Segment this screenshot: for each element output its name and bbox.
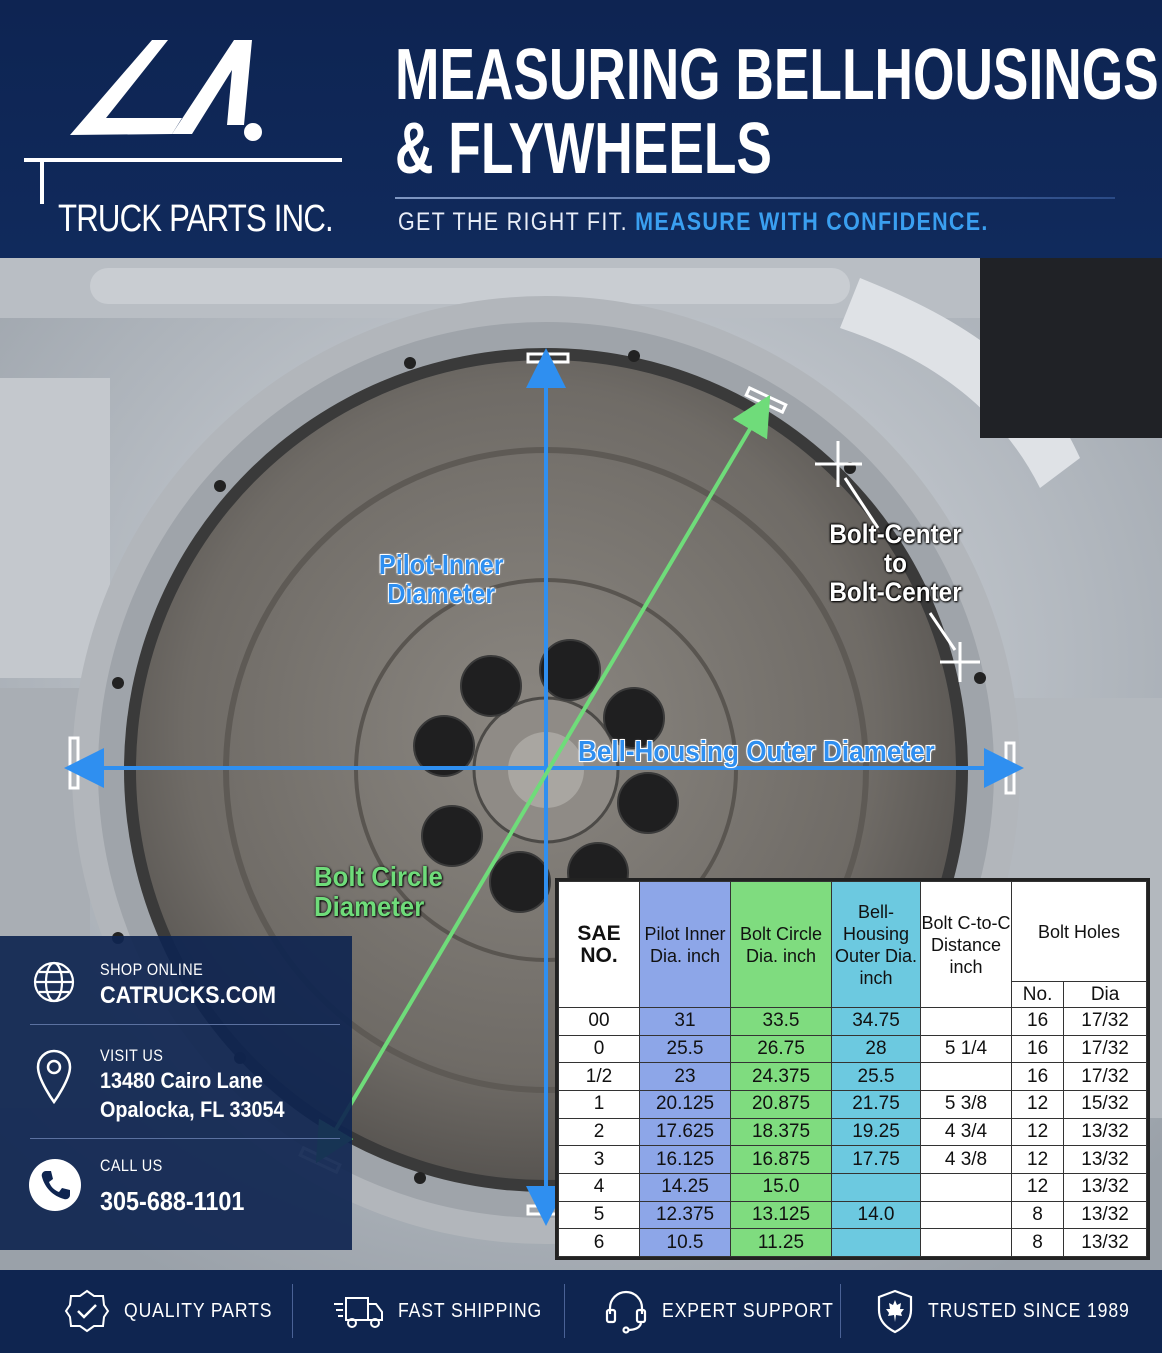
- table-cell: 6: [559, 1229, 640, 1257]
- headset-icon: [604, 1288, 648, 1334]
- table-cell: [921, 1008, 1012, 1036]
- table-row: [559, 1201, 1147, 1229]
- page-title: [395, 35, 1159, 189]
- header-bolt-circle: Bolt Circle Dia. inch: [731, 882, 832, 1008]
- table-cell: 28: [832, 1035, 921, 1063]
- table-row: [559, 1090, 1147, 1118]
- header-bell: Bell-Housing Outer Dia. inch: [832, 882, 921, 1008]
- table-cell: 2: [559, 1118, 640, 1146]
- table-cell: [832, 1173, 921, 1201]
- table-cell: 16: [1012, 1008, 1064, 1036]
- table-cell: [832, 1229, 921, 1257]
- logo-mark-icon: [22, 30, 352, 215]
- table-cell: 00: [559, 1008, 640, 1036]
- address-line-2: Opalocka, FL 33054: [100, 1097, 285, 1122]
- bolt-label-line-3: Bolt-Center: [829, 577, 962, 607]
- table-cell: 15.0: [731, 1173, 832, 1201]
- table-cell: 8: [1012, 1201, 1064, 1229]
- header-sae: SAE NO.: [559, 882, 640, 1008]
- title-divider: [395, 197, 1115, 199]
- call-us[interactable]: [0, 1146, 352, 1250]
- tagline-accent: MEASURE WITH CONFIDENCE.: [635, 208, 989, 236]
- table-cell: 16: [1012, 1035, 1064, 1063]
- table-cell: 10.5: [640, 1229, 731, 1257]
- table-cell: 20.875: [731, 1090, 832, 1118]
- footer-label: TRUSTED SINCE 1989: [928, 1300, 1130, 1322]
- brand-name: TRUCK PARTS INC.: [58, 198, 333, 240]
- table-cell: 12: [1012, 1173, 1064, 1201]
- header-bolt-holes: Bolt Holes: [1012, 882, 1147, 982]
- shop-online[interactable]: [0, 936, 352, 1036]
- table-cell: 26.75: [731, 1035, 832, 1063]
- table-cell: 0: [559, 1035, 640, 1063]
- table-row: [559, 1118, 1147, 1146]
- truck-icon: [332, 1292, 384, 1332]
- table-row: [559, 1008, 1147, 1036]
- table-cell: [921, 1229, 1012, 1257]
- table-cell: 5 1/4: [921, 1035, 1012, 1063]
- bolt-label-line-2: to: [884, 548, 907, 578]
- table-cell: 31: [640, 1008, 731, 1036]
- footer-bar: [0, 1270, 1162, 1353]
- table-cell: 4: [559, 1173, 640, 1201]
- table-cell: 8: [1012, 1229, 1064, 1257]
- bolt-label-line-1: Bolt-Center: [829, 519, 962, 549]
- table-cell: 34.75: [832, 1008, 921, 1036]
- table-cell: 17/32: [1064, 1035, 1147, 1063]
- table-cell: 3: [559, 1146, 640, 1174]
- divider: [30, 1024, 340, 1025]
- footer-label: EXPERT SUPPORT: [662, 1300, 834, 1322]
- header-pilot: Pilot Inner Dia. inch: [640, 882, 731, 1008]
- address-line-1: 13480 Cairo Lane: [100, 1068, 263, 1093]
- sae-dimensions-table: [555, 878, 1150, 1260]
- table-cell: 16: [1012, 1063, 1064, 1091]
- table-cell: 17/32: [1064, 1008, 1147, 1036]
- table-cell: 1/2: [559, 1063, 640, 1091]
- visit-us: [0, 1036, 352, 1136]
- table-cell: 25.5: [640, 1035, 731, 1063]
- circle-label-line-1: Bolt Circle: [314, 861, 443, 892]
- table-cell: 21.75: [832, 1090, 921, 1118]
- sae-table: [558, 881, 1147, 1257]
- table-cell: 25.5: [832, 1063, 921, 1091]
- table-cell: 13/32: [1064, 1173, 1147, 1201]
- table-cell: 12: [1012, 1090, 1064, 1118]
- tagline-plain: GET THE RIGHT FIT.: [398, 208, 628, 236]
- table-cell: 33.5: [731, 1008, 832, 1036]
- footer-divider: [292, 1284, 293, 1338]
- table-cell: 16.875: [731, 1146, 832, 1174]
- table-cell: 23: [640, 1063, 731, 1091]
- header-bolt-dia: Dia: [1064, 982, 1147, 1008]
- table-cell: 19.25: [832, 1118, 921, 1146]
- pilot-label-line-1: Pilot-Inner: [378, 549, 504, 580]
- table-cell: [921, 1173, 1012, 1201]
- table-cell: [921, 1063, 1012, 1091]
- shop-caption: SHOP ONLINE: [100, 960, 204, 979]
- table-cell: 5: [559, 1201, 640, 1229]
- table-cell: 13/32: [1064, 1146, 1147, 1174]
- visit-caption: VISIT US: [100, 1046, 164, 1065]
- tagline: [398, 208, 989, 237]
- title-line-1: MEASURING BELLHOUSINGS: [395, 35, 1159, 115]
- table-cell: 13/32: [1064, 1229, 1147, 1257]
- table-cell: 17.625: [640, 1118, 731, 1146]
- table-cell: 15/32: [1064, 1090, 1147, 1118]
- bell-housing-label: Bell-Housing Outer Diameter: [578, 736, 935, 768]
- table-cell: 17.75: [832, 1146, 921, 1174]
- table-row: [559, 1063, 1147, 1091]
- shop-url-link[interactable]: CATRUCKS.COM: [100, 982, 276, 1009]
- table-row: [559, 1146, 1147, 1174]
- table-cell: 16.125: [640, 1146, 731, 1174]
- header-bolt-no: No.: [1012, 982, 1064, 1008]
- table-cell: 4 3/4: [921, 1118, 1012, 1146]
- globe-icon: [32, 960, 76, 1004]
- table-cell: 12: [1012, 1146, 1064, 1174]
- table-cell: 13/32: [1064, 1201, 1147, 1229]
- table-row: [559, 1173, 1147, 1201]
- table-row: [559, 1035, 1147, 1063]
- phone-number-link[interactable]: 305-688-1101: [100, 1186, 245, 1216]
- table-cell: 17/32: [1064, 1063, 1147, 1091]
- table-row: [559, 1229, 1147, 1257]
- table-cell: 13/32: [1064, 1118, 1147, 1146]
- table-cell: 5 3/8: [921, 1090, 1012, 1118]
- table-cell: 20.125: [640, 1090, 731, 1118]
- bolt-center-label: [829, 520, 961, 607]
- table-cell: [921, 1201, 1012, 1229]
- header: [0, 0, 1162, 258]
- call-caption: CALL US: [100, 1156, 163, 1175]
- footer-divider: [840, 1284, 841, 1338]
- table-cell: 12: [1012, 1118, 1064, 1146]
- table-cell: 4 3/8: [921, 1146, 1012, 1174]
- header-ctoc: Bolt C-to-C Distance inch: [921, 882, 1012, 1008]
- table-cell: 14.0: [832, 1201, 921, 1229]
- title-line-2: & FLYWHEELS: [395, 109, 772, 189]
- brand-logo: [22, 30, 352, 240]
- footer-divider: [564, 1284, 565, 1338]
- pilot-label-line-2: Diameter: [387, 578, 496, 609]
- footer-label: FAST SHIPPING: [398, 1300, 543, 1322]
- footer-label: QUALITY PARTS: [124, 1300, 273, 1322]
- phone-icon: [28, 1158, 82, 1212]
- table-cell: 18.375: [731, 1118, 832, 1146]
- table-cell: 11.25: [731, 1229, 832, 1257]
- table-cell: 24.375: [731, 1063, 832, 1091]
- circle-label-line-2: Diameter: [314, 891, 425, 922]
- pilot-diameter-label: [379, 550, 504, 608]
- table-cell: 1: [559, 1090, 640, 1118]
- map-pin-icon: [34, 1048, 74, 1104]
- table-cell: 13.125: [731, 1201, 832, 1229]
- table-body: [559, 1008, 1147, 1257]
- table-cell: 14.25: [640, 1173, 731, 1201]
- maple-shield-icon: [876, 1288, 914, 1334]
- table-cell: 12.375: [640, 1201, 731, 1229]
- shield-check-icon: [64, 1288, 110, 1334]
- bolt-circle-label: [314, 862, 443, 922]
- contact-panel: [0, 936, 352, 1250]
- divider: [30, 1138, 340, 1139]
